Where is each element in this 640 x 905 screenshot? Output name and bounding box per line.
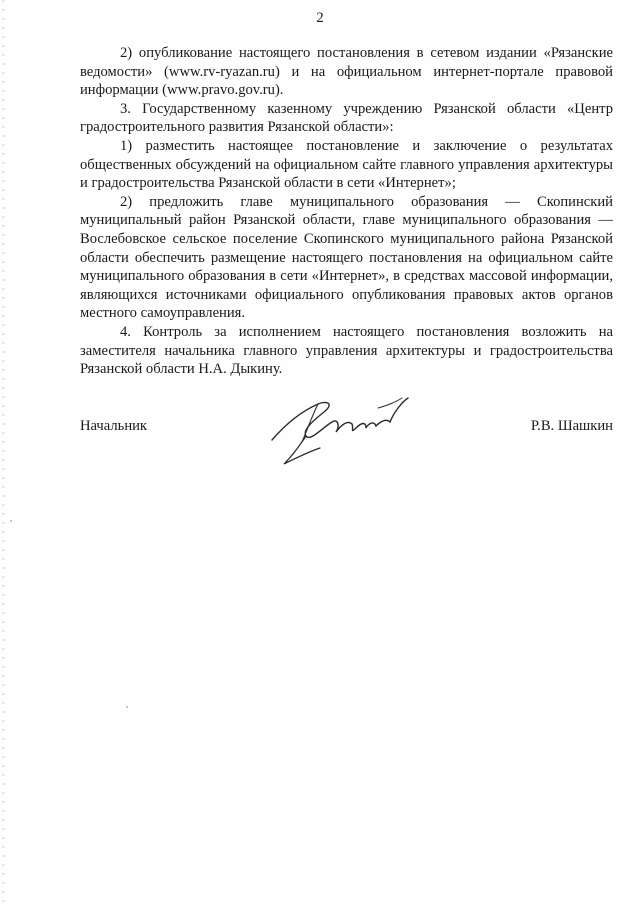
paragraph-publication: 2) опубликование настоящего постановления в сетевом издании «Рязанские ведомости» (www.rv-ryazan.ru) и на официальном интернет-портале правовой информации (www.pravo.gov.ru).	[80, 45, 613, 99]
paragraph-item-3: 3. Государственному казенному учреждению Рязанской области «Центр градостроительного развития Рязанской области»:	[80, 100, 613, 136]
scan-speck	[126, 706, 128, 708]
signatory-name: Р.В. Шашкин	[530, 418, 613, 434]
scan-speck	[10, 520, 12, 522]
page-number: 2	[316, 10, 324, 26]
signature-row	[80, 418, 613, 438]
signatory-title: Начальник	[80, 418, 148, 434]
scan-edge-artifact	[2, 0, 5, 905]
paragraph-item-4: 4. Контроль за исполнением настоящего постановления возложить на заместителя начальника главного управления архитектуры и градостроительства Рязанской области Н.А. Дыкину.	[80, 323, 613, 378]
paragraph-subitem-1: 1) разместить настоящее постановление и заключение о результатах общественных обсуждений на официальном сайте главного управления архитектуры и градостроительства Рязанской области в сети «Интернет»;	[80, 137, 613, 192]
document-body	[80, 44, 613, 379]
paragraph-subitem-2: 2) предложить главе муниципального образования — Скопинский муниципальный район Рязанской области, главе муниципального образования — Вослебовское сельское поселение Скопинского муниципального района Рязанской области обеспечить размещение настоящего постановления на официальном сайте муниципального образования в сети «Интернет», в средствах массовой информации, являющихся источниками официального опубликования правовых актов органов местного самоуправления.	[80, 193, 613, 322]
